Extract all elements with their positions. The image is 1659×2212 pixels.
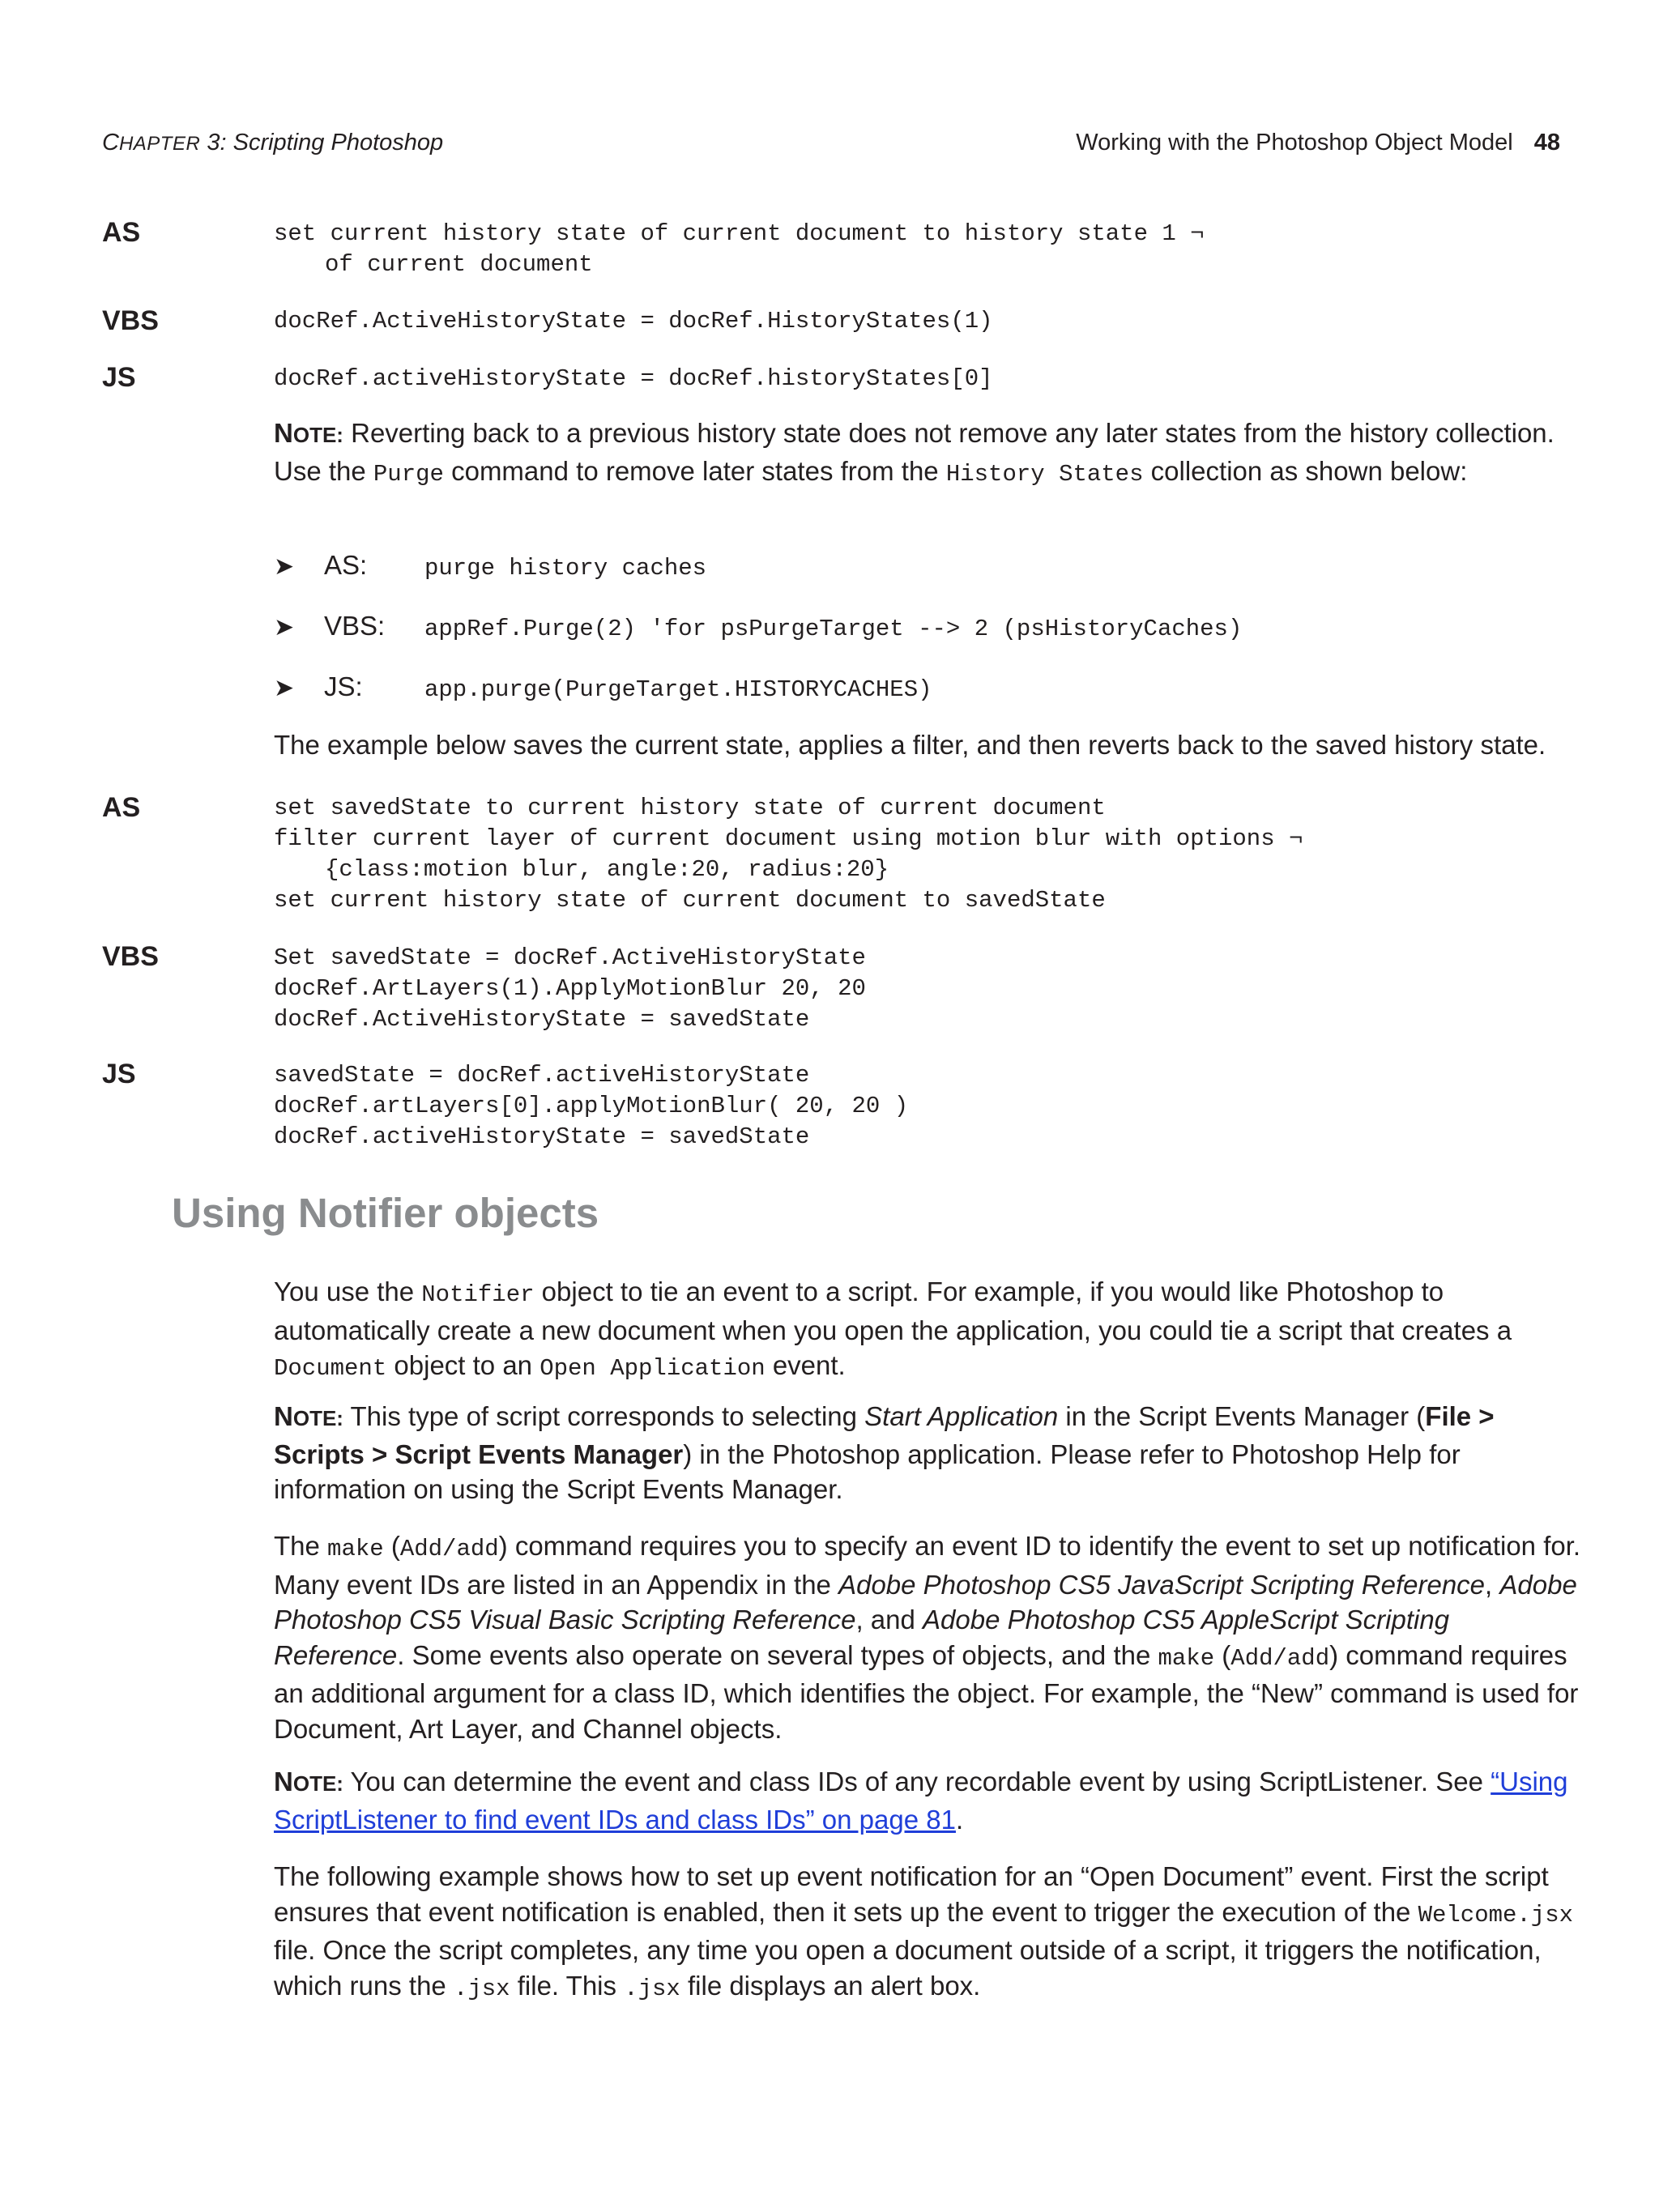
code-js-saved-state: savedState = docRef.activeHistoryState docRef.artLayers[0].applyMotionBlur( 20, 20 ) docRef.activeHistoryState = savedState bbox=[274, 1062, 909, 1150]
lang-label-js: JS bbox=[102, 362, 136, 393]
note-purge: NOTE: Reverting back to a previous history state does not remove any later states from the history collection. Use the Purge command to remove later states from the History States collection as shown below: bbox=[274, 418, 1555, 488]
bullet-item-vbs: ➤ VBS: appRef.Purge(2) 'for psPurgeTarget --> 2 (psHistoryCaches) bbox=[274, 608, 1242, 646]
note-scriptlistener: NOTE: You can determine the event and class IDs of any recordable event by using ScriptListener. See “Using ScriptListener to find event IDs and class IDs” on page 81. bbox=[274, 1767, 1568, 1835]
code-js-history: docRef.activeHistoryState = docRef.historyStates[0] bbox=[274, 365, 993, 392]
menu-path: File > Scripts > Script Events Manager bbox=[274, 1401, 1495, 1469]
running-header-section bbox=[1076, 130, 1560, 156]
example-intro: The example below saves the current state, applies a filter, and then reverts back to the saved history state. bbox=[274, 730, 1546, 760]
lang-label-as-2: AS bbox=[102, 792, 141, 823]
code-as-history: set current history state of current document to history state 1 ¬ of current document bbox=[274, 220, 1205, 278]
section-heading: Using Notifier objects bbox=[172, 1190, 599, 1236]
bullet-item-as: ➤ AS: purge history caches bbox=[274, 548, 706, 586]
paragraph-make-command: The make (Add/add) command requires you to specify an event ID to identify the event to set up notification for. Many event IDs are listed in an Appendix in the Adobe Photoshop CS5 JavaScript Scripting Reference, Adobe Photoshop CS5 Visual Basic Scripting Reference, and Adobe Photoshop CS5 AppleScript Scripting Reference. Some events also operate on several types of objects, and the make (Add/add) command requires an additional argument for a class ID, which identifies the object. For example, the “New” command is used for Document, Art Layer, and Channel objects. bbox=[274, 1531, 1581, 1744]
bullet-item-js: ➤ JS: app.purge(PurgeTarget.HISTORYCACHES) bbox=[274, 669, 932, 707]
code-vbs-saved-state: Set savedState = docRef.ActiveHistoryState docRef.ArtLayers(1).ApplyMotionBlur 20, 20 docRef.ActiveHistoryState = savedState bbox=[274, 944, 866, 1033]
running-header-chapter: CHAPTER 3: Scripting Photoshop bbox=[102, 130, 444, 156]
lang-label-as: AS bbox=[102, 217, 141, 248]
paragraph-notifier-intro: You use the Notifier object to tie an event to a script. For example, if you would like Photoshop to automatically create a new document when you open the application, you could tie a script that creates a Document object to an Open Application event. bbox=[274, 1276, 1512, 1382]
lang-label-vbs-2: VBS bbox=[102, 941, 159, 972]
paragraph-open-document-example: The following example shows how to set up event notification for an “Open Document” event. First the script ensures that event notification is enabled, then it sets up the event to trigger the execution of the Welcome.jsx file. Once the script completes, any time you open a document outside of a script, it triggers the notification, which runs the .jsx file. This .jsx file displays an alert box. bbox=[274, 1861, 1574, 2002]
scriptlistener-link[interactable]: “Using ScriptListener to find event IDs and class IDs” on page 81 bbox=[274, 1767, 1568, 1835]
code-vbs-history: docRef.ActiveHistoryState = docRef.HistoryStates(1) bbox=[274, 308, 993, 335]
lang-label-vbs: VBS bbox=[102, 305, 159, 336]
code-as-saved-state: set savedState to current history state of current document filter current layer of current document using motion blur with options ¬ {class:motion blur, angle:20, radius:20} set current history state of current document to savedState bbox=[274, 795, 1303, 914]
section-title: Working with the Photoshop Object Model bbox=[1076, 130, 1513, 156]
arrow-bullet-icon: ➤ bbox=[274, 553, 295, 580]
lang-label-js-2: JS bbox=[102, 1059, 136, 1089]
note-start-application: NOTE: This type of script corresponds to selecting Start Application in the Script Events Manager (File > Scripts > Script Events Manager) in the Photoshop application. Please refer to Photoshop Help for information on using the Script Events Manager. bbox=[274, 1401, 1495, 1504]
page-number: 48 bbox=[1533, 130, 1560, 156]
arrow-bullet-icon: ➤ bbox=[274, 675, 295, 701]
arrow-bullet-icon: ➤ bbox=[274, 614, 295, 641]
